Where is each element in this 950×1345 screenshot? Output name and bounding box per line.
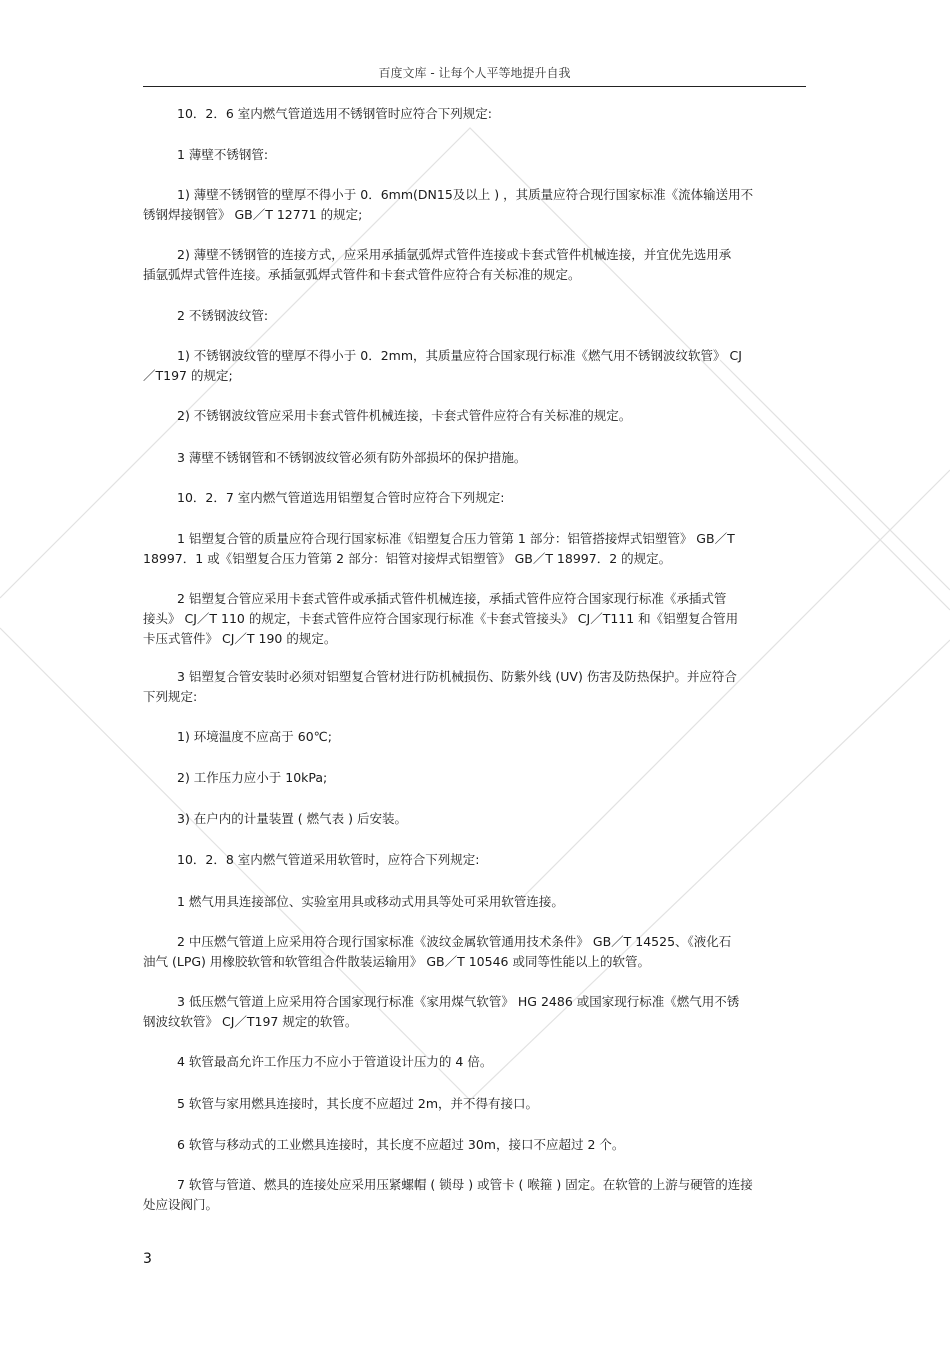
paragraph-line: 插氩弧焊式管件连接。承插氩弧焊式管件和卡套式管件应符合有关标准的规定。 <box>143 267 581 282</box>
paragraph-line: 1 燃气用具连接部位、实验室用具或移动式用具等处可采用软管连接。 <box>177 894 564 909</box>
paragraph <box>143 768 806 788</box>
paragraph-line: 处应设阀门。 <box>143 1197 219 1212</box>
paragraph <box>143 1052 806 1072</box>
paragraph <box>143 529 806 569</box>
paragraph <box>143 306 806 326</box>
paragraph-line: 1 铝塑复合管的质量应符合现行国家标准《铝塑复合压力管第 1 部分：铝管搭接焊式铝塑管》 GB／T <box>177 531 735 546</box>
paragraph-line: 3 铝塑复合管安装时必须对铝塑复合管材进行防机械损伤、防紫外线 (UV) 伤害及防热保护。并应符合 <box>177 669 737 684</box>
paragraph-line: 锈钢焊接钢管》 GB／T 12771 的规定; <box>143 207 363 222</box>
paragraph <box>143 488 806 508</box>
paragraph-line: 1) 环境温度不应高于 60℃; <box>177 729 332 744</box>
paragraph <box>143 448 806 468</box>
paragraph-line: 3 薄壁不锈钢管和不锈钢波纹管必须有防外部损坏的保护措施。 <box>177 450 527 465</box>
paragraph <box>143 667 806 707</box>
paragraph <box>143 1135 806 1155</box>
paragraph-line: 7 软管与管道、燃具的连接处应采用压紧螺帽 ( 锁母 ) 或管卡 ( 喉箍 ) 固定。在软管的上游与硬管的连接 <box>177 1177 753 1192</box>
paragraph-line: 2) 不锈钢波纹管应采用卡套式管件机械连接，卡套式管件应符合有关标准的规定。 <box>177 408 632 423</box>
paragraph-line: 2) 工作压力应小于 10kPa; <box>177 770 328 785</box>
document-header: 百度文库 - 让每个人平等地提升自我 <box>378 66 571 80</box>
paragraph <box>143 727 806 747</box>
paragraph-line: 2) 薄壁不锈钢管的连接方式，应采用承插氩弧焊式管件连接或卡套式管件机械连接，并宜优先选用承 <box>177 247 732 262</box>
paragraph <box>143 589 806 649</box>
paragraph-line: 10．2．8 室内燃气管道采用软管时，应符合下列规定: <box>177 852 480 867</box>
paragraph <box>143 992 806 1032</box>
page-number: 3 <box>143 1251 152 1267</box>
paragraph-line: 6 软管与移动式的工业燃具连接时，其长度不应超过 30m，接口不应超过 2 个。 <box>177 1137 625 1152</box>
paragraph-line: 2 铝塑复合管应采用卡套式管件或承插式管件机械连接，承插式管件应符合国家现行标准《承插式管 <box>177 591 727 606</box>
paragraph-line: ／T197 的规定; <box>143 368 233 383</box>
paragraph <box>143 406 806 426</box>
paragraph-line: 3) 在户内的计量装置 ( 燃气表 ) 后安装。 <box>177 811 407 826</box>
paragraph-line: 1) 不锈钢波纹管的壁厚不得小于 0．2mm，其质量应符合国家现行标准《燃气用不锈钢波纹软管》 CJ <box>177 348 742 363</box>
paragraph-line: 4 软管最高允许工作压力不应小于管道设计压力的 4 倍。 <box>177 1054 493 1069</box>
paragraph-line: 18997．1 或《铝塑复合压力管第 2 部分：铝管对接焊式铝塑管》 GB／T 18997．2 的规定。 <box>143 551 672 566</box>
paragraph-line: 1) 薄壁不锈钢管的壁厚不得小于 0．6mm(DN15及以上 ) ，其质量应符合现行国家标准《流体输送用不 <box>177 187 754 202</box>
paragraph <box>143 892 806 912</box>
paragraph-line: 5 软管与家用燃具连接时，其长度不应超过 2m，并不得有接口。 <box>177 1096 539 1111</box>
paragraph <box>143 185 806 225</box>
paragraph-line: 卡压式管件》 CJ／T 190 的规定。 <box>143 631 337 646</box>
paragraph-line: 下列规定: <box>143 689 198 704</box>
header-divider <box>143 86 806 87</box>
paragraph-line: 10．2．6 室内燃气管道选用不锈钢管时应符合下列规定: <box>177 106 492 121</box>
paragraph <box>143 346 806 386</box>
paragraph <box>143 145 806 165</box>
paragraph <box>143 245 806 285</box>
paragraph-line: 钢波纹软管》 CJ／T197 规定的软管。 <box>143 1014 358 1029</box>
paragraph-line: 3 低压燃气管道上应采用符合国家现行标准《家用煤气软管》 HG 2486 或国家现行标准《燃气用不锈 <box>177 994 740 1009</box>
paragraph-line: 接头》 CJ／T 110 的规定，卡套式管件应符合国家现行标准《卡套式管接头》 CJ／T111 和《铝塑复合管用 <box>143 611 739 626</box>
paragraph <box>143 104 806 124</box>
paragraph-line: 1 薄壁不锈钢管: <box>177 147 269 162</box>
paragraph <box>143 1175 806 1215</box>
paragraph <box>143 932 806 972</box>
paragraph-line: 2 不锈钢波纹管: <box>177 308 269 323</box>
paragraph <box>143 1094 806 1114</box>
paragraph-line: 10．2．7 室内燃气管道选用铝塑复合管时应符合下列规定: <box>177 490 505 505</box>
paragraph-line: 2 中压燃气管道上应采用符合现行国家标准《波纹金属软管通用技术条件》 GB／T 14525、《液化石 <box>177 934 732 949</box>
paragraph <box>143 850 806 870</box>
paragraph <box>143 809 806 829</box>
paragraph-line: 油气 (LPG) 用橡胶软管和软管组合件散装运输用》 GB／T 10546 或同等性能以上的软管。 <box>143 954 650 969</box>
